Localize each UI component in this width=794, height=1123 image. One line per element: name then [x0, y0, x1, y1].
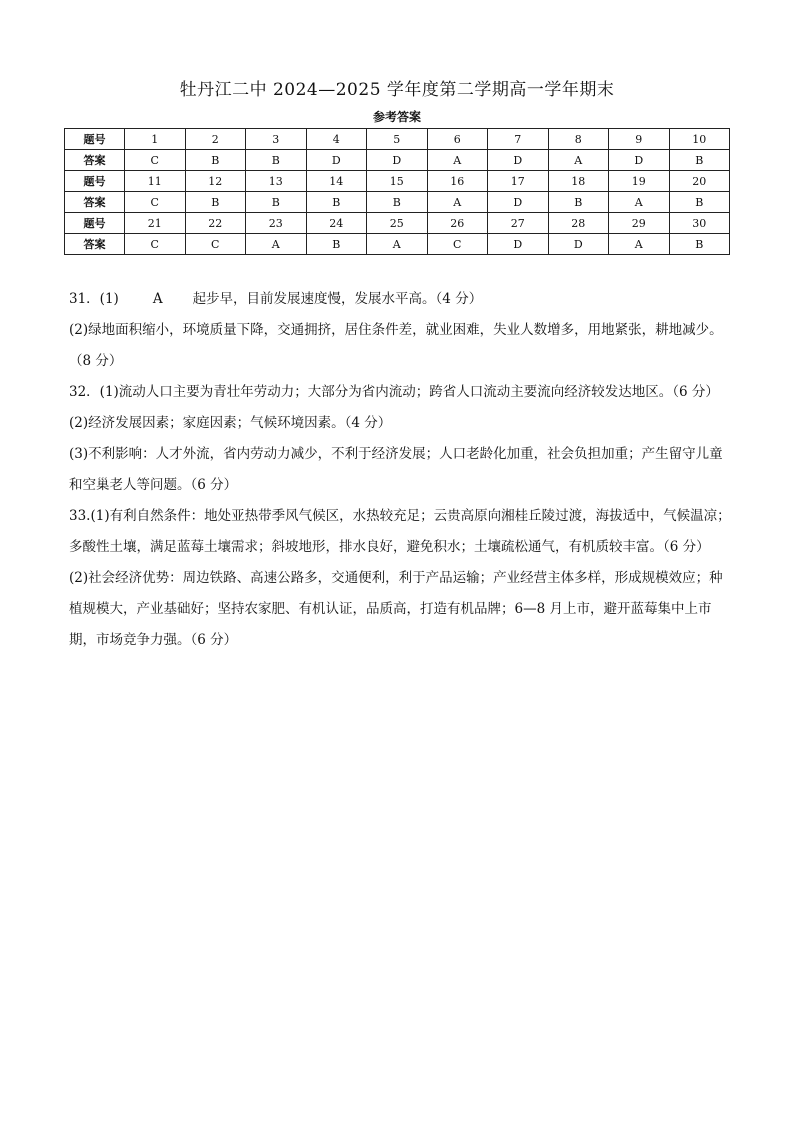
table-cell: 29: [609, 213, 670, 234]
table-cell: 27: [488, 213, 549, 234]
table-cell: 20: [669, 171, 730, 192]
table-cell: 30: [669, 213, 730, 234]
q31-text: 起步早，目前发展速度慢，发展水平高。（4 分）: [192, 291, 483, 307]
table-cell: C: [185, 234, 246, 255]
q31-choice: A: [152, 291, 163, 307]
table-cell: B: [185, 192, 246, 213]
answer-table-row: [65, 171, 730, 192]
answer-table-row: [65, 129, 730, 150]
table-cell: 19: [609, 171, 670, 192]
table-cell: 26: [427, 213, 488, 234]
table-cell: 24: [306, 213, 367, 234]
table-cell: A: [609, 234, 670, 255]
row-label: 答案: [65, 150, 125, 171]
answer-table: [64, 128, 730, 255]
row-label: 答案: [65, 192, 125, 213]
table-cell: 18: [548, 171, 609, 192]
table-cell: C: [125, 150, 186, 171]
q31-part2: (2)绿地面积缩小，环境质量下降，交通拥挤，居住条件差，就业困难，失业人数增多，用地紧张，耕地减少。（8 分）: [69, 322, 723, 369]
table-cell: 13: [246, 171, 307, 192]
table-cell: 9: [609, 129, 670, 150]
table-cell: D: [306, 150, 367, 171]
q32-part1: 32．(1)流动人口主要为青壮年劳动力；大部分为省内流动；跨省人口流动主要流向经济较发达地区。（6 分）: [69, 384, 719, 400]
answer-table-row: [65, 213, 730, 234]
table-cell: D: [548, 234, 609, 255]
table-cell: 17: [488, 171, 549, 192]
table-cell: D: [488, 192, 549, 213]
table-cell: A: [367, 234, 428, 255]
q32-part3: (3)不利影响：人才外流，省内劳动力减少，不利于经济发展；人口老龄化加重，社会负担加重；产生留守儿童和空巢老人等问题。（6 分）: [69, 446, 723, 493]
table-cell: B: [246, 150, 307, 171]
row-label: 题号: [65, 129, 125, 150]
table-cell: B: [306, 192, 367, 213]
table-cell: A: [427, 192, 488, 213]
table-cell: B: [185, 150, 246, 171]
table-cell: A: [609, 192, 670, 213]
row-label: 题号: [65, 213, 125, 234]
table-cell: 5: [367, 129, 428, 150]
table-cell: 6: [427, 129, 488, 150]
q33-part1: 33.(1)有利自然条件：地处亚热带季风气候区，水热较充足；云贵高原向湘桂丘陵过渡，海拔适中，气候温凉；多酸性土壤，满足蓝莓土壤需求；斜坡地形，排水良好，避免积水；土壤疏松通气，有机质较丰富。（6 分）: [69, 508, 731, 555]
table-cell: 23: [246, 213, 307, 234]
table-cell: 7: [488, 129, 549, 150]
table-cell: 1: [125, 129, 186, 150]
table-cell: 4: [306, 129, 367, 150]
table-cell: A: [427, 150, 488, 171]
table-cell: 28: [548, 213, 609, 234]
table-cell: 16: [427, 171, 488, 192]
table-cell: C: [125, 234, 186, 255]
table-cell: 14: [306, 171, 367, 192]
table-cell: D: [488, 234, 549, 255]
table-cell: D: [488, 150, 549, 171]
table-cell: 21: [125, 213, 186, 234]
table-cell: 8: [548, 129, 609, 150]
table-cell: A: [246, 234, 307, 255]
answer-key-subtitle: 参考答案: [372, 110, 421, 124]
table-cell: B: [669, 150, 730, 171]
table-cell: 11: [125, 171, 186, 192]
table-cell: C: [125, 192, 186, 213]
table-cell: 15: [367, 171, 428, 192]
table-cell: C: [427, 234, 488, 255]
row-label: 答案: [65, 234, 125, 255]
answer-content: [69, 284, 734, 656]
table-cell: 10: [669, 129, 730, 150]
page-title: 牡丹江二中 2024—2025 学年度第二学期高一学年期末: [179, 80, 615, 100]
q31-number: 31．(1): [69, 291, 119, 307]
answer-table-row: [65, 150, 730, 171]
table-cell: D: [609, 150, 670, 171]
table-cell: 22: [185, 213, 246, 234]
table-cell: B: [306, 234, 367, 255]
q33-part2: (2)社会经济优势：周边铁路、高速公路多，交通便利，利于产品运输；产业经营主体多样，形成规模效应；种植规模大，产业基础好；坚持农家肥、有机认证，品质高，打造有机品牌；6—8 月上市，避开蓝莓集中上市期，市场竞争力强。（6 分）: [69, 570, 723, 648]
row-label: 题号: [65, 171, 125, 192]
table-cell: 12: [185, 171, 246, 192]
table-cell: B: [548, 192, 609, 213]
table-cell: B: [367, 192, 428, 213]
q32-part2: (2)经济发展因素；家庭因素；气候环境因素。（4 分）: [69, 415, 392, 431]
table-cell: A: [548, 150, 609, 171]
table-cell: B: [669, 192, 730, 213]
table-cell: 3: [246, 129, 307, 150]
answer-table-row: [65, 192, 730, 213]
q31-part1: [69, 284, 734, 315]
table-cell: 25: [367, 213, 428, 234]
table-cell: 2: [185, 129, 246, 150]
table-cell: B: [669, 234, 730, 255]
answer-table-row: [65, 234, 730, 255]
table-cell: B: [246, 192, 307, 213]
table-cell: D: [367, 150, 428, 171]
